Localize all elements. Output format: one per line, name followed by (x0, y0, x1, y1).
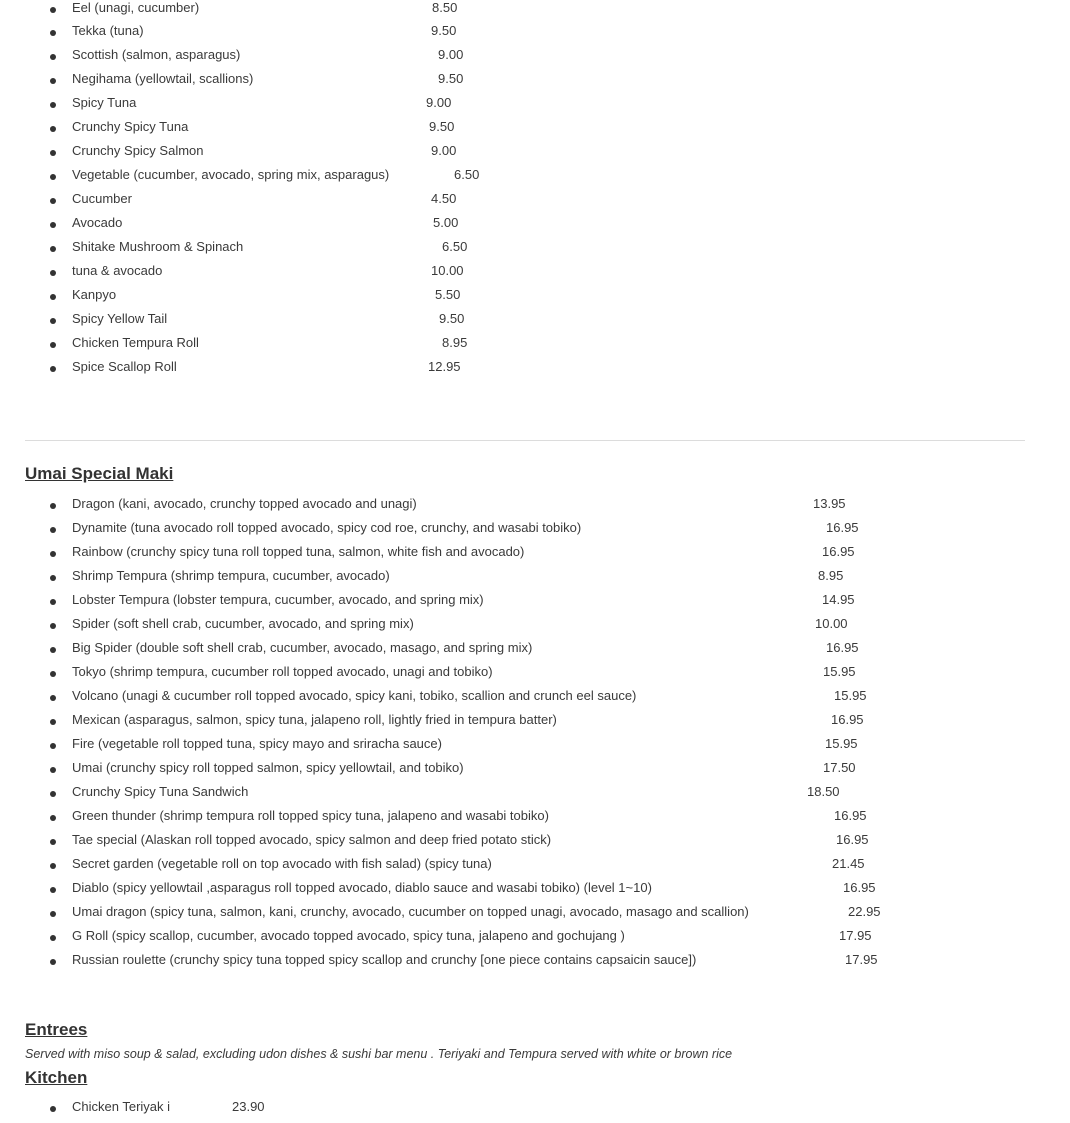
section-heading-special-maki: Umai Special Maki (25, 464, 174, 483)
item-name: Secret garden (vegetable roll on top avocado with fish salad) (spicy tuna) (72, 856, 492, 871)
list-item (0, 856, 1070, 880)
item-price: 23.90 (232, 1099, 265, 1114)
item-price: 16.95 (831, 712, 864, 727)
list-item (0, 616, 1070, 640)
list-item (0, 520, 1070, 544)
list-item (0, 640, 1070, 664)
item-price: 10.00 (815, 616, 848, 631)
item-price: 22.95 (848, 904, 881, 919)
item-price: 16.95 (843, 880, 876, 895)
bullet-icon (50, 102, 56, 108)
list-item (0, 880, 1070, 904)
item-price: 15.95 (825, 736, 858, 751)
bullet-icon (50, 30, 56, 36)
item-name: Chicken Teriyak i (72, 1099, 171, 1114)
item-price: 17.50 (823, 760, 856, 775)
item-name: Diablo (spicy yellowtail ,asparagus roll topped avocado, diablo sauce and wasabi tobiko) (level 1~10) (72, 880, 652, 895)
section-divider (25, 440, 1025, 441)
item-name: Dragon (kani, avocado, crunchy topped avocado and unagi) (72, 496, 417, 511)
item-name: Crunchy Spicy Tuna Sandwich (72, 784, 249, 799)
item-name: Spicy Yellow Tail (72, 311, 168, 326)
item-name: Lobster Tempura (lobster tempura, cucumber, avocado, and spring mix) (72, 592, 484, 607)
list-item (0, 191, 1070, 215)
list-item (0, 143, 1070, 167)
bullet-icon (50, 1106, 56, 1112)
bullet-icon (50, 959, 56, 965)
bullet-icon (50, 719, 56, 725)
bullet-icon (50, 222, 56, 228)
list-item (0, 568, 1070, 592)
bullet-icon (50, 126, 56, 132)
item-price: 16.95 (826, 640, 859, 655)
list-item (0, 1099, 1070, 1123)
list-item (0, 0, 1070, 24)
list-item (0, 808, 1070, 832)
item-price: 8.50 (432, 0, 458, 15)
bullet-icon (50, 599, 56, 605)
bullet-icon (50, 887, 56, 893)
item-price: 5.50 (435, 287, 461, 302)
item-price: 14.95 (822, 592, 855, 607)
entrees-note: Served with miso soup & salad, excluding udon dishes & sushi bar menu . Teriyaki and Tempura served with white or brown rice (25, 1047, 733, 1061)
item-name: G Roll (spicy scallop, cucumber, avocado topped avocado, spicy tuna, jalapeno and gochujang ) (72, 928, 625, 943)
bullet-icon (50, 911, 56, 917)
list-item (0, 263, 1070, 287)
item-price: 21.45 (832, 856, 865, 871)
list-item (0, 119, 1070, 143)
item-name: Big Spider (double soft shell crab, cucumber, avocado, masago, and spring mix) (72, 640, 533, 655)
bullet-icon (50, 671, 56, 677)
item-price: 16.95 (826, 520, 859, 535)
bullet-icon (50, 198, 56, 204)
list-item (0, 496, 1070, 520)
item-price: 9.50 (438, 71, 464, 86)
item-name: Spice Scallop Roll (72, 359, 177, 374)
item-name: Umai dragon (spicy tuna, salmon, kani, crunchy, avocado, cucumber on topped unagi, avocado, masago and scallion) (72, 904, 749, 919)
bullet-icon (50, 695, 56, 701)
item-name: Tekka (tuna) (72, 23, 144, 38)
list-item (0, 712, 1070, 736)
item-price: 9.50 (439, 311, 465, 326)
bullet-icon (50, 815, 56, 821)
item-price: 4.50 (431, 191, 457, 206)
item-name: Fire (vegetable roll topped tuna, spicy mayo and sriracha sauce) (72, 736, 442, 751)
bullet-icon (50, 839, 56, 845)
list-item (0, 311, 1070, 335)
list-item (0, 544, 1070, 568)
bullet-icon (50, 54, 56, 60)
item-price: 9.50 (431, 23, 457, 38)
item-name: Shitake Mushroom & Spinach (72, 239, 244, 254)
item-name: Dynamite (tuna avocado roll topped avocado, spicy cod roe, crunchy, and wasabi tobiko) (72, 520, 582, 535)
list-item (0, 47, 1070, 71)
item-price: 16.95 (822, 544, 855, 559)
item-name: Scottish (salmon, asparagus) (72, 47, 241, 62)
section-heading-kitchen: Kitchen (25, 1068, 88, 1087)
bullet-icon (50, 551, 56, 557)
item-price: 12.95 (428, 359, 461, 374)
bullet-icon (50, 863, 56, 869)
item-name: Green thunder (shrimp tempura roll topped spicy tuna, jalapeno and wasabi tobiko) (72, 808, 549, 823)
item-name: Tokyo (shrimp tempura, cucumber roll topped avocado, unagi and tobiko) (72, 664, 493, 679)
list-item (0, 23, 1070, 47)
bullet-icon (50, 503, 56, 509)
item-name: Chicken Tempura Roll (72, 335, 199, 350)
item-name: Mexican (asparagus, salmon, spicy tuna, jalapeno roll, lightly fried in tempura batter) (72, 712, 557, 727)
item-price: 9.00 (438, 47, 464, 62)
item-name: Avocado (72, 215, 123, 230)
item-name: Spicy Tuna (72, 95, 137, 110)
list-item (0, 592, 1070, 616)
item-name: Rainbow (crunchy spicy tuna roll topped tuna, salmon, white fish and avocado) (72, 544, 525, 559)
item-name: Russian roulette (crunchy spicy tuna topped spicy scallop and crunchy [one piece contains capsaicin sauce]) (72, 952, 697, 967)
item-name: Vegetable (cucumber, avocado, spring mix, asparagus) (72, 167, 390, 182)
list-item (0, 95, 1070, 119)
item-name: Crunchy Spicy Salmon (72, 143, 204, 158)
list-item (0, 664, 1070, 688)
section-heading-entrees: Entrees (25, 1020, 88, 1039)
list-item (0, 904, 1070, 928)
bullet-icon (50, 623, 56, 629)
item-price: 10.00 (431, 263, 464, 278)
bullet-icon (50, 647, 56, 653)
item-name: Crunchy Spicy Tuna (72, 119, 189, 134)
bullet-icon (50, 246, 56, 252)
item-price: 13.95 (813, 496, 846, 511)
bullet-icon (50, 743, 56, 749)
bullet-icon (50, 174, 56, 180)
item-name: Umai (crunchy spicy roll topped salmon, spicy yellowtail, and tobiko) (72, 760, 464, 775)
list-item (0, 287, 1070, 311)
item-name: Eel (unagi, cucumber) (72, 0, 200, 15)
bullet-icon (50, 342, 56, 348)
item-name: Shrimp Tempura (shrimp tempura, cucumber, avocado) (72, 568, 390, 583)
bullet-icon (50, 294, 56, 300)
item-name: Spider (soft shell crab, cucumber, avocado, and spring mix) (72, 616, 414, 631)
item-price: 16.95 (836, 832, 869, 847)
list-item (0, 736, 1070, 760)
item-price: 15.95 (823, 664, 856, 679)
list-item (0, 952, 1070, 976)
item-name: Tae special (Alaskan roll topped avocado, spicy salmon and deep fried potato stick) (72, 832, 552, 847)
bullet-icon (50, 270, 56, 276)
bullet-icon (50, 527, 56, 533)
list-item (0, 928, 1070, 952)
list-item (0, 359, 1070, 383)
item-price: 9.00 (431, 143, 457, 158)
bullet-icon (50, 150, 56, 156)
item-price: 6.50 (454, 167, 480, 182)
item-price: 17.95 (839, 928, 872, 943)
list-item (0, 215, 1070, 239)
list-item (0, 167, 1070, 191)
list-item (0, 71, 1070, 95)
bullet-icon (50, 78, 56, 84)
item-name: tuna & avocado (72, 263, 163, 278)
list-item (0, 688, 1070, 712)
bullet-icon (50, 318, 56, 324)
bullet-icon (50, 575, 56, 581)
bullet-icon (50, 767, 56, 773)
list-item (0, 760, 1070, 784)
item-price: 8.95 (818, 568, 844, 583)
item-price: 15.95 (834, 688, 867, 703)
list-item (0, 832, 1070, 856)
item-name: Negihama (yellowtail, scallions) (72, 71, 254, 86)
bullet-icon (50, 791, 56, 797)
item-price: 9.00 (426, 95, 452, 110)
item-price: 16.95 (834, 808, 867, 823)
list-item (0, 335, 1070, 359)
bullet-icon (50, 935, 56, 941)
item-price: 18.50 (807, 784, 840, 799)
item-price: 6.50 (442, 239, 468, 254)
item-price: 9.50 (429, 119, 455, 134)
list-item (0, 784, 1070, 808)
bullet-icon (50, 366, 56, 372)
item-name: Cucumber (72, 191, 132, 206)
list-item (0, 239, 1070, 263)
item-name: Kanpyo (72, 287, 117, 302)
item-name: Volcano (unagi & cucumber roll topped avocado, spicy kani, tobiko, scallion and crunch eel sauce) (72, 688, 637, 703)
item-price: 5.00 (433, 215, 459, 230)
bullet-icon (50, 7, 56, 13)
item-price: 17.95 (845, 952, 878, 967)
item-price: 8.95 (442, 335, 468, 350)
